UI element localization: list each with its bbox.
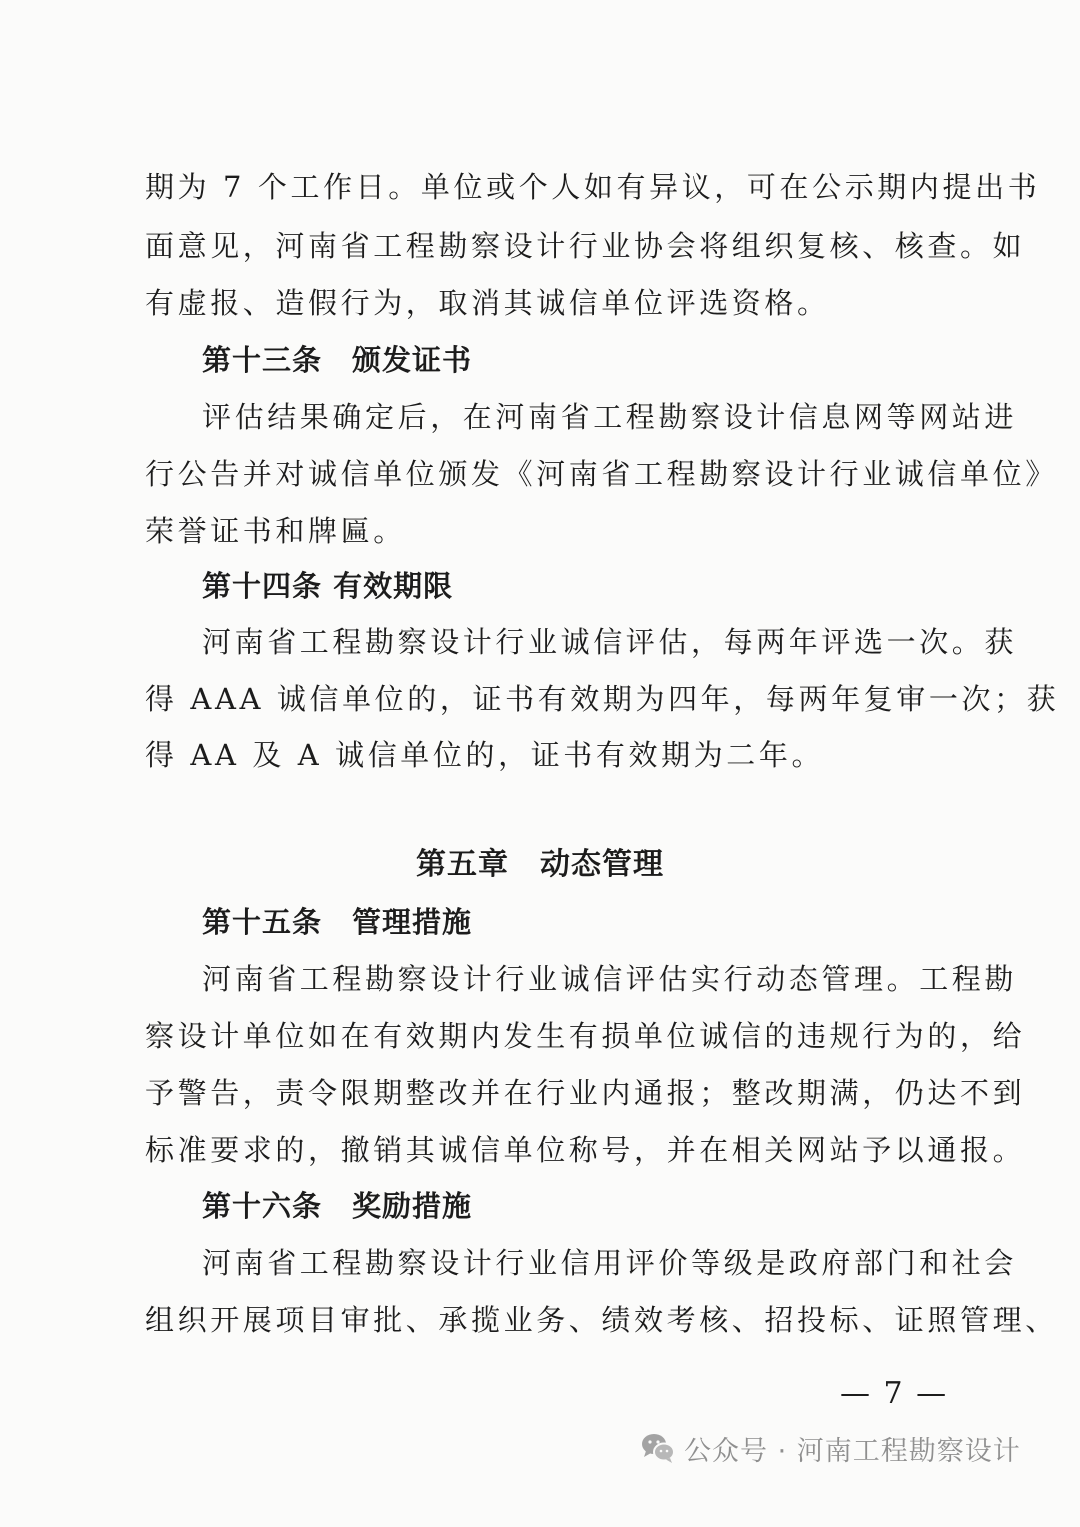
paragraph-line: 标准要求的，撤销其诚信单位称号，并在相关网站予以通报。	[145, 1133, 1026, 1167]
paragraph-line: 有虚报、造假行为，取消其诚信单位评选资格。	[145, 286, 830, 320]
paragraph-line: 河南省工程勘察设计行业诚信评估，每两年评选一次。获	[202, 625, 1018, 659]
paragraph-line: 予警告，责令限期整改并在行业内通报；整改期满，仍达不到	[145, 1076, 1026, 1110]
paragraph-line: 察设计单位如在有效期内发生有损单位诚信的违规行为的，给	[145, 1019, 1026, 1053]
paragraph-line: 河南省工程勘察设计行业诚信评估实行动态管理。工程勘	[202, 962, 1018, 996]
paragraph-line: 行公告并对诚信单位颁发《河南省工程勘察设计行业诚信单位》	[145, 457, 1058, 491]
article-13-heading: 第十三条 颁发证书	[202, 343, 473, 377]
paragraph-line: 期为 7 个工作日。单位或个人如有异议，可在公示期内提出书	[145, 170, 1041, 204]
article-14-heading: 第十四条 有效期限	[202, 569, 454, 603]
paragraph-line: 河南省工程勘察设计行业信用评价等级是政府部门和社会	[202, 1246, 1018, 1280]
chapter-title: 第五章 动态管理	[416, 847, 664, 882]
wechat-icon	[640, 1432, 676, 1464]
watermark	[640, 1428, 1021, 1468]
paragraph-line: 得 AA 及 A 诚信单位的，证书有效期为二年。	[145, 738, 825, 772]
watermark-text: 公众号 · 河南工程勘察设计	[684, 1435, 1021, 1467]
paragraph-line: 得 AAA 诚信单位的，证书有效期为四年，每两年复审一次；获	[145, 682, 1060, 716]
paragraph-line: 面意见，河南省工程勘察设计行业协会将组织复核、核查。如	[145, 229, 1026, 263]
article-16-heading: 第十六条 奖励措施	[202, 1189, 473, 1223]
article-15-heading: 第十五条 管理措施	[202, 905, 473, 939]
paragraph-line: 荣誉证书和牌匾。	[145, 514, 406, 548]
paragraph-line: 组织开展项目审批、承揽业务、绩效考核、招投标、证照管理、	[145, 1303, 1058, 1337]
page-number: — 7 —	[840, 1376, 949, 1411]
paragraph-line: 评估结果确定后，在河南省工程勘察设计信息网等网站进	[202, 400, 1018, 434]
